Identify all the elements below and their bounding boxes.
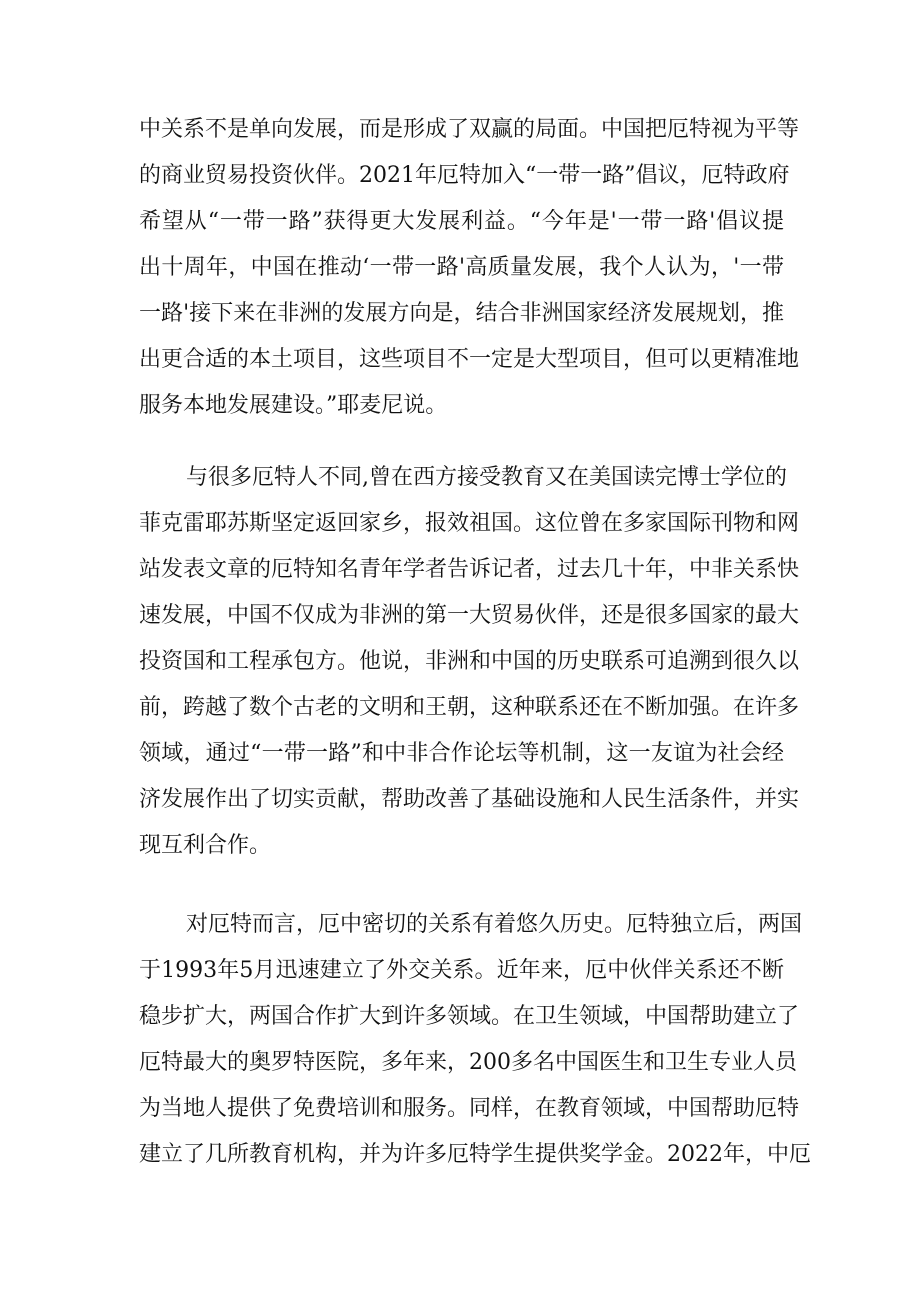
text-line: 投资国和工程承包方。他说，非洲和中国的历史联系可追溯到很久以: [139, 649, 800, 674]
text-line: 的商业贸易投资伙伴。2021年厄特加入“一带一路”倡议，厄特政府: [139, 163, 790, 188]
text-line: 济发展作出了切实贡献，帮助改善了基础设施和人民生活条件，并实: [139, 787, 800, 812]
text-line: 与很多厄特人不同,曾在西方接受教育又在美国读完博士学位的: [186, 465, 787, 490]
text-line: 现互利合作。: [139, 833, 272, 858]
text-line: 希望从“一带一路”获得更大发展利益。“今年是'一带一路'倡议提: [139, 209, 784, 234]
text-line: 出更合适的本土项目，这些项目不一定是大型项目，但可以更精准地: [139, 347, 800, 372]
text-line: 稳步扩大，两国合作扩大到许多领域。在卫生领域，中国帮助建立了: [139, 1004, 800, 1029]
text-line: 领域，通过“一带一路”和中非合作论坛等机制，这一友谊为社会经: [139, 741, 784, 766]
text-line: 一路'接下来在非洲的发展方向是，结合非洲国家经济发展规划，推: [139, 301, 784, 326]
text-line: 对厄特而言，厄中密切的关系有着悠久历史。厄特独立后，两国: [186, 912, 803, 937]
text-line: 建立了几所教育机构，并为许多厄特学生提供奖学金。2022年，中厄: [139, 1142, 811, 1167]
text-line: 出十周年，中国在推动‘一带一路'高质量发展，我个人认为，'一带: [139, 255, 784, 280]
text-line: 于1993年5月迅速建立了外交关系。近年来，厄中伙伴关系还不断: [139, 958, 784, 983]
text-line: 站发表文章的厄特知名青年学者告诉记者，过去几十年，中非关系快: [139, 557, 800, 582]
paragraph-2: [139, 455, 800, 869]
paragraph-1: [139, 107, 800, 429]
text-line: 为当地人提供了免费培训和服务。同样，在教育领域，中国帮助厄特: [139, 1096, 800, 1121]
paragraph-3: [139, 902, 811, 1178]
text-line: 前，跨越了数个古老的文明和王朝，这种联系还在不断加强。在许多: [139, 695, 800, 720]
text-line: 中关系不是单向发展，而是形成了双赢的局面。中国把厄特视为平等: [139, 117, 800, 142]
text-line: 菲克雷耶苏斯坚定返回家乡，报效祖国。这位曾在多家国际刊物和网: [139, 511, 800, 536]
text-line: 厄特最大的奥罗特医院，多年来，200多名中国医生和卫生专业人员: [139, 1050, 797, 1075]
text-line: 服务本地发展建设。”耶麦尼说。: [139, 393, 448, 418]
text-line: 速发展，中国不仅成为非洲的第一大贸易伙伴，还是很多国家的最大: [139, 603, 800, 628]
